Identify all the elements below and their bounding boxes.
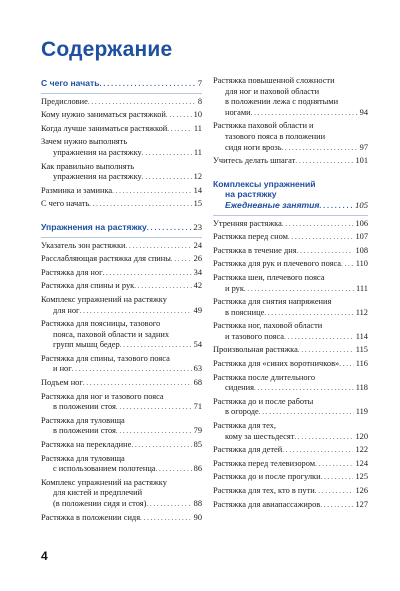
toc-entry-title: Комплекс упражнений на растяжку — [41, 294, 167, 304]
toc-right-column — [213, 76, 368, 513]
toc-entry — [41, 110, 202, 121]
toc-leader-dots — [167, 124, 192, 135]
toc-page-number: 7 — [197, 78, 202, 88]
toc-page-number: 105 — [355, 199, 368, 210]
toc-entry-line — [41, 268, 202, 279]
toc-leader-dots — [341, 259, 354, 270]
toc-entry-line — [213, 445, 368, 456]
toc-page-number: 118 — [355, 383, 368, 393]
toc-entry-title: Растяжка до и после работы — [213, 396, 314, 406]
toc-page-number: 10 — [193, 110, 202, 120]
toc-entry — [213, 76, 368, 118]
toc-entry — [41, 319, 202, 351]
toc-leader-dots — [264, 308, 353, 319]
toc-entry-title: для кистей и предплечий — [53, 488, 143, 498]
toc-entry-line — [41, 354, 202, 365]
toc-leader-dots — [251, 108, 358, 119]
toc-entry — [41, 186, 202, 197]
toc-entry-line — [213, 97, 368, 108]
toc-page-number: 125 — [355, 472, 368, 482]
toc-entry-title: Утренняя растяжка — [213, 218, 282, 228]
toc-leader-dots — [99, 78, 195, 91]
toc-leader-dots — [320, 500, 353, 511]
toc-entry-title: Растяжка для туловища — [41, 453, 125, 463]
toc-entry-title: Растяжка для авиапассажиров — [213, 499, 321, 509]
toc-entry-title: в положении лежа с поднятыми — [225, 97, 339, 107]
toc-entry-line — [41, 402, 202, 413]
toc-entry — [41, 416, 202, 437]
toc-entry-line — [213, 359, 368, 370]
toc-entry — [213, 459, 368, 470]
toc-page-number: 106 — [355, 218, 368, 228]
toc-entry-title: упражнения на растяжку — [53, 147, 142, 157]
page-title: Содержание — [41, 38, 173, 61]
toc-entry-title: Растяжка для «синих воротничков» — [213, 359, 340, 369]
toc-page-number: 108 — [355, 245, 368, 255]
toc-entry-title: Подъем ног — [41, 378, 83, 388]
toc-leader-dots — [116, 402, 192, 413]
toc-page-number: 14 — [193, 185, 202, 195]
toc-entry-line — [41, 319, 202, 330]
toc-entry — [41, 354, 202, 375]
section-divider — [41, 237, 202, 238]
toc-entry — [41, 392, 202, 413]
toc-entry-line — [41, 454, 202, 465]
toc-leader-dots — [298, 345, 354, 356]
toc-entry-line — [213, 189, 368, 200]
toc-entry-title: Растяжка повышенной сложности — [213, 76, 335, 85]
toc-entry — [41, 137, 202, 158]
toc-entry-line — [41, 340, 202, 351]
toc-page-number: 68 — [193, 378, 202, 388]
toc-leader-dots — [319, 200, 353, 213]
toc-entry-title: тазового пояса в положении — [225, 131, 326, 141]
toc-entry-title: Растяжка для снятия напряжения — [213, 297, 332, 307]
toc-entry-line — [41, 499, 202, 510]
toc-page-number: 94 — [359, 107, 368, 117]
toc-entry-title: с использованием полотенца — [53, 464, 156, 474]
toc-entry-line — [213, 246, 368, 257]
toc-entry-line — [213, 87, 368, 98]
toc-page-number: 127 — [355, 499, 368, 509]
toc-entry-line — [213, 308, 368, 319]
toc-entry-title: и ног — [53, 364, 72, 374]
toc-entry — [41, 295, 202, 316]
toc-entry-line — [213, 121, 368, 132]
toc-entry-title: в огороде — [225, 407, 259, 417]
toc-section-heading — [41, 78, 202, 94]
toc-page-number: 114 — [355, 331, 368, 341]
toc-entry — [41, 254, 202, 265]
toc-entry-line — [213, 383, 368, 394]
toc-entry-title: Комплекс упражнений на растяжку — [41, 477, 167, 487]
toc-entry-title: Растяжка в течение дня — [213, 245, 297, 255]
toc-entry-line — [41, 97, 202, 108]
toc-entry — [213, 472, 368, 483]
toc-entry — [213, 219, 368, 230]
toc-entry-title: Растяжка для рук и плечевого пояса — [213, 259, 342, 269]
toc-page-number: 54 — [193, 340, 202, 350]
toc-entry-line — [213, 345, 368, 356]
toc-leader-dots — [83, 378, 192, 389]
toc-entry — [213, 297, 368, 318]
toc-entry-line — [213, 297, 368, 308]
toc-leader-dots — [112, 186, 192, 197]
toc-leader-dots — [315, 459, 353, 470]
toc-entry-line — [213, 486, 368, 497]
toc-entry — [41, 281, 202, 292]
toc-page-number: 107 — [355, 232, 368, 242]
toc-entry — [41, 268, 202, 279]
toc-entry-line — [41, 426, 202, 437]
toc-entry-line — [41, 124, 202, 135]
toc-entry-line — [213, 397, 368, 408]
toc-leader-dots — [259, 407, 354, 418]
toc-entry-title: Растяжка для поясницы, тазового — [41, 319, 161, 329]
toc-leader-dots — [147, 222, 192, 235]
toc-leader-dots — [244, 284, 354, 295]
toc-entry-title: Когда лучше заниматься растяжкой — [41, 123, 168, 133]
toc-entry-line — [41, 464, 202, 475]
toc-page-number: 85 — [193, 440, 202, 450]
toc-entry-title: Упражнения на растяжку — [41, 221, 147, 232]
toc-entry-line — [213, 273, 368, 284]
toc-entry-line — [41, 186, 202, 197]
toc-entry-line — [213, 500, 368, 511]
toc-entry-title: Предисловие — [41, 96, 88, 106]
toc-page-number: 42 — [193, 281, 202, 291]
toc-leader-dots — [297, 246, 354, 257]
toc-entry — [41, 478, 202, 510]
toc-leader-dots — [321, 472, 354, 483]
toc-entry-line — [213, 321, 368, 332]
toc-entry — [213, 359, 368, 370]
toc-entry-line — [41, 295, 202, 306]
toc-entry-line — [41, 78, 202, 91]
toc-leader-dots — [131, 440, 191, 451]
section-divider — [41, 93, 202, 94]
toc-entry — [213, 273, 368, 294]
toc-page-number: 90 — [193, 512, 202, 522]
toc-entry-title: ногами — [225, 107, 251, 117]
toc-leader-dots — [294, 432, 353, 443]
toc-section-heading — [213, 179, 368, 216]
toc-entry — [213, 246, 368, 257]
toc-leader-dots — [166, 110, 192, 121]
toc-page-number: 23 — [193, 221, 202, 232]
toc-entry-title: Растяжка для спины и рук — [41, 281, 135, 291]
toc-entry-title: Расслабляющая растяжка для спины — [41, 254, 171, 264]
toc-entry-title: групп мышц бедер — [53, 340, 120, 350]
toc-page-number: 71 — [193, 402, 202, 412]
toc-page-number: 101 — [355, 156, 368, 166]
toc-entry-line — [213, 156, 368, 167]
toc-page-number: 26 — [193, 254, 202, 264]
toc-entry-title: Растяжка для ног — [41, 267, 103, 277]
toc-page-number: 79 — [193, 426, 202, 436]
toc-entry-title: Зачем нужно выполнять — [41, 137, 128, 147]
toc-entry — [213, 121, 368, 153]
toc-entry-line — [213, 200, 368, 213]
toc-entry-title: С чего начать — [41, 78, 100, 88]
toc-entry — [213, 500, 368, 511]
toc-leader-dots — [80, 306, 192, 317]
toc-entry — [213, 397, 368, 418]
toc-entry-line — [41, 440, 202, 451]
toc-entry-line — [213, 284, 368, 295]
toc-entry — [213, 421, 368, 442]
toc-entry-line — [41, 416, 202, 427]
toc-entry-title: пояса, паховой области и задних — [53, 329, 170, 339]
toc-page-number: 120 — [355, 431, 368, 441]
toc-entry-title: упражнения на растяжку — [53, 172, 142, 182]
toc-entry-line — [213, 132, 368, 143]
toc-leader-dots — [103, 268, 192, 279]
toc-entry-line — [213, 407, 368, 418]
toc-entry-title: Указатель зон растяжки — [41, 240, 126, 250]
toc-entry — [41, 378, 202, 389]
toc-leader-dots — [120, 340, 192, 351]
toc-page-number: 15 — [193, 199, 202, 209]
toc-entry-line — [41, 281, 202, 292]
toc-entry — [213, 486, 368, 497]
toc-entry-title: Растяжка ног, паховой области — [213, 321, 323, 331]
toc-entry-line — [41, 364, 202, 375]
toc-page-number: 115 — [355, 345, 368, 355]
toc-entry-title: сидения — [225, 383, 254, 393]
toc-leader-dots — [288, 232, 354, 243]
toc-entry-title: Растяжка для тех, кто в пути — [213, 486, 315, 495]
toc-entry-line — [41, 110, 202, 121]
toc-entry-title: сидя ноги врозь — [225, 142, 282, 152]
toc-page-number: 88 — [193, 499, 202, 508]
toc-entry — [213, 373, 368, 394]
toc-entry-title: Растяжка на перекладине — [41, 440, 132, 450]
toc-entry-line — [41, 513, 202, 524]
toc-entry-line — [213, 219, 368, 230]
toc-entry-title: Растяжка перед сном — [213, 232, 288, 242]
toc-entry-line — [213, 259, 368, 270]
toc-leader-dots — [88, 97, 196, 108]
toc-entry-line — [41, 162, 202, 173]
toc-entry-title: Растяжка для спины, тазового пояса — [41, 353, 170, 363]
toc-entry-title: для ног и паховой области — [225, 86, 320, 96]
toc-entry-title: в пояснице — [225, 307, 265, 317]
toc-leader-dots — [254, 383, 354, 394]
toc-leader-dots — [142, 148, 192, 159]
toc-entry-line — [41, 199, 202, 210]
toc-page-number: 111 — [356, 283, 368, 293]
toc-entry-title: кому за шестьдесят — [225, 431, 295, 441]
toc-entry-line — [41, 137, 202, 148]
toc-leader-dots — [295, 156, 353, 167]
toc-entry — [41, 241, 202, 252]
toc-leader-dots — [282, 445, 353, 456]
toc-page-number: 126 — [355, 486, 368, 495]
toc-entry — [41, 199, 202, 210]
toc-leader-dots — [89, 199, 191, 210]
toc-entry-line — [41, 172, 202, 183]
toc-entry — [41, 513, 202, 524]
toc-entry-line — [213, 76, 368, 87]
toc-leader-dots — [282, 143, 358, 154]
toc-entry-line — [41, 488, 202, 499]
toc-entry-line — [41, 148, 202, 159]
toc-leader-dots — [116, 426, 192, 437]
toc-entry-line — [213, 232, 368, 243]
toc-entry-title: Кому нужно заниматься растяжкой — [41, 110, 166, 120]
toc-entry — [213, 259, 368, 270]
toc-entry-line — [213, 421, 368, 432]
toc-entry — [41, 454, 202, 475]
toc-entry-line — [41, 392, 202, 403]
toc-page-number: 12 — [193, 172, 202, 182]
toc-entry-title: для ног — [53, 305, 80, 315]
toc-entry-line — [213, 179, 368, 190]
toc-entry — [213, 321, 368, 342]
toc-entry-line — [213, 108, 368, 119]
toc-entry-line — [41, 378, 202, 389]
toc-page-number: 86 — [193, 464, 202, 474]
toc-entry-line — [41, 306, 202, 317]
toc-entry-line — [41, 330, 202, 341]
toc-leader-dots — [146, 499, 191, 510]
toc-entry — [213, 345, 368, 356]
toc-page-number: 119 — [355, 407, 368, 417]
toc-leader-dots — [72, 364, 192, 375]
toc-entry-title: в положении стоя — [53, 402, 116, 412]
toc-leader-dots — [284, 332, 354, 343]
toc-entry-line — [213, 472, 368, 483]
toc-page-number: 63 — [193, 364, 202, 374]
toc-leader-dots — [134, 281, 191, 292]
toc-page-number: 124 — [355, 458, 368, 468]
toc-entry-title: Ежедневные занятия — [225, 199, 320, 210]
toc-entry-title: Растяжка для детей — [213, 445, 283, 455]
toc-entry-line — [41, 241, 202, 252]
toc-entry-title: Растяжка перед телевизором — [213, 458, 316, 468]
toc-leader-dots — [282, 219, 354, 230]
toc-page-number: 11 — [193, 147, 202, 157]
toc-entry-line — [41, 222, 202, 235]
toc-leader-dots — [142, 172, 192, 183]
toc-page-number: 49 — [193, 305, 202, 315]
toc-entry-title: на растяжку — [225, 189, 277, 200]
toc-entry-title: Растяжка паховой области и — [213, 121, 314, 131]
toc-leader-dots — [126, 241, 192, 252]
toc-leader-dots — [156, 464, 192, 475]
toc-entry-title: Как правильно выполнять — [41, 161, 135, 171]
toc-section-heading — [41, 222, 202, 238]
toc-page-number: 97 — [359, 142, 368, 152]
toc-page-number: 116 — [355, 359, 368, 369]
toc-entry-title: Растяжка для ног и тазового пояса — [41, 391, 164, 401]
toc-entry-line — [213, 373, 368, 384]
toc-page-number: 11 — [193, 123, 202, 133]
toc-entry — [213, 445, 368, 456]
toc-entry-title: Растяжка для туловища — [41, 415, 125, 425]
toc-entry-line — [213, 459, 368, 470]
toc-page-number: 24 — [193, 240, 202, 250]
toc-entry-title: Разминка и заминка — [41, 185, 113, 195]
toc-entry — [213, 156, 368, 167]
toc-page-number: 112 — [355, 307, 368, 317]
toc-entry — [213, 232, 368, 243]
toc-leader-dots — [140, 513, 192, 524]
toc-entry-title: и рук — [225, 283, 244, 293]
toc-entry-title: С чего начать — [41, 199, 90, 209]
toc-page-number: 8 — [197, 96, 202, 106]
toc-entry-title: в положении стоя — [53, 426, 116, 436]
toc-entry — [41, 97, 202, 108]
toc-entry-title: Учитесь делать шпагат — [213, 156, 296, 166]
toc-left-column — [41, 76, 202, 526]
page-number: 4 — [41, 549, 48, 563]
toc-entry-line — [41, 478, 202, 489]
toc-entry — [41, 124, 202, 135]
toc-leader-dots — [339, 359, 354, 370]
toc-leader-dots — [315, 486, 354, 497]
toc-entry — [41, 162, 202, 183]
section-divider — [213, 215, 368, 216]
toc-entry-title: Растяжка до и после прогулки — [213, 472, 321, 482]
toc-entry-title: Растяжка в положении сидя — [41, 512, 141, 522]
toc-entry-line — [213, 432, 368, 443]
toc-entry-title: и тазового пояса — [225, 331, 284, 341]
toc-entry — [41, 440, 202, 451]
toc-page-number: 110 — [355, 259, 368, 269]
toc-entry-title: Комплексы упражнений — [213, 178, 316, 189]
toc-entry-line — [213, 143, 368, 154]
toc-leader-dots — [171, 254, 192, 265]
toc-entry-line — [41, 254, 202, 265]
toc-entry-title: Растяжка шеи, плечевого пояса — [213, 272, 325, 282]
toc-entry-line — [213, 332, 368, 343]
toc-entry-title: Растяжка после длительного — [213, 372, 316, 382]
toc-entry-title: Произвольная растяжка — [213, 345, 298, 355]
toc-entry-title: (в положении сидя и стоя) — [53, 499, 147, 508]
toc-page-number: 122 — [355, 445, 368, 455]
toc-page-number: 34 — [193, 267, 202, 277]
toc-entry-title: Растяжка для тех, — [213, 421, 276, 431]
